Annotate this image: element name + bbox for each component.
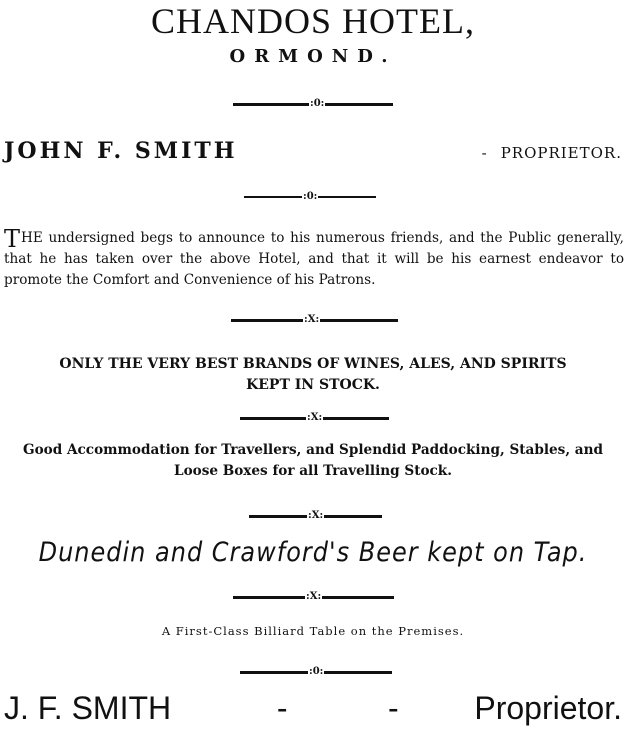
- proprietor-line: [4, 138, 622, 164]
- announcement-text: HE undersigned begs to announce to his numerous friends, and the Public generally, that he has taken over the above Hotel, and that it will be his earnest endeavor to promote the Comfort and Convenience of his Patrons.: [4, 230, 624, 288]
- rule-bar: [244, 196, 302, 198]
- rule-bar: [324, 515, 382, 518]
- drop-cap: T: [4, 225, 21, 253]
- announcement-paragraph: [4, 225, 624, 291]
- rule-ornament: :X:: [306, 591, 322, 602]
- brands-notice: [0, 354, 626, 396]
- rule-bar: [318, 196, 376, 198]
- town-name: ORMOND.: [229, 46, 397, 67]
- separator-rule: [231, 315, 398, 325]
- rule-ornament: :X:: [308, 510, 324, 521]
- rule-ornament: :X:: [307, 412, 323, 423]
- rule-bar: [240, 671, 308, 674]
- accommodation-line-1: Good Accommodation for Travellers, and Splendid Paddocking, Stables, and: [23, 442, 603, 458]
- footer-dash: -: [276, 690, 288, 726]
- rule-bar: [323, 417, 389, 420]
- rule-bar: [322, 596, 394, 599]
- separator-rule: [240, 667, 392, 677]
- accommodation-line-2: Loose Boxes for all Travelling Stock.: [174, 463, 452, 479]
- proprietor-dash: -: [481, 144, 487, 162]
- footer-role: Proprietor.: [474, 690, 622, 726]
- separator-rule: [233, 99, 393, 109]
- hotel-title: CHANDOS HOTEL,: [151, 1, 475, 41]
- footer-name: J. F. SMITH: [4, 690, 172, 726]
- footer-dash: -: [387, 690, 399, 726]
- beer-notice: Dunedin and Crawford's Beer kept on Tap.: [38, 536, 588, 568]
- billiard-notice: A First-Class Billiard Table on the Premises.: [161, 624, 465, 638]
- brands-line-2: KEPT IN STOCK.: [246, 377, 380, 393]
- rule-ornament: :0:: [309, 666, 324, 677]
- rule-ornament: :X:: [304, 314, 320, 325]
- accommodation-notice: [0, 440, 626, 482]
- rule-bar: [231, 319, 303, 322]
- rule-bar: [324, 671, 392, 674]
- separator-rule: [244, 192, 376, 202]
- separator-rule: [240, 413, 389, 423]
- rule-bar: [240, 417, 306, 420]
- proprietor-role: PROPRIETOR.: [500, 144, 622, 162]
- rule-bar: [320, 319, 398, 322]
- brands-line-1: ONLY THE VERY BEST BRANDS OF WINES, ALES, AND SPIRITS: [59, 356, 567, 372]
- footer-signature: [4, 690, 622, 727]
- proprietor-name: JOHN F. SMITH: [4, 138, 238, 164]
- rule-bar: [325, 103, 393, 106]
- rule-bar: [233, 596, 305, 599]
- rule-ornament: :0:: [310, 98, 325, 109]
- rule-bar: [233, 103, 309, 106]
- separator-rule: [233, 592, 394, 602]
- rule-bar: [249, 515, 307, 518]
- separator-rule: [249, 511, 382, 521]
- rule-ornament: :0:: [303, 191, 318, 202]
